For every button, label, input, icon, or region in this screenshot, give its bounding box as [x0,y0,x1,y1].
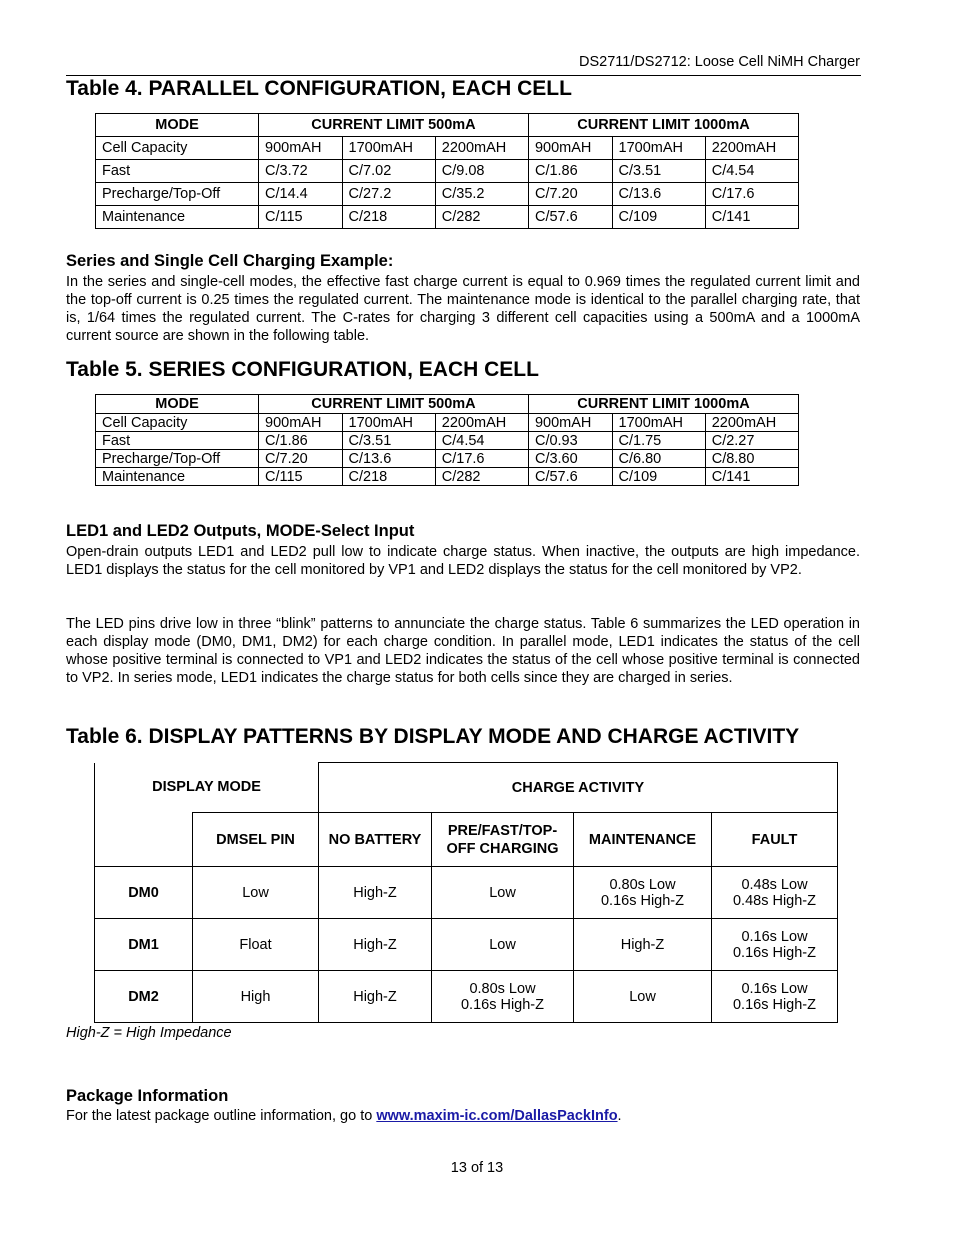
table-cell: 2200mAH [435,137,528,160]
blank-corner-cell [95,813,193,867]
package-info-lead: For the latest package outline information, go to [66,1108,377,1124]
table-cell: C/13.6 [342,450,435,468]
table-row [96,183,799,206]
cell-line: 0.16s High-Z [460,996,544,1013]
package-info-link[interactable]: www.maxim-ic.com/DallasPackInfo [376,1108,618,1124]
fault-header: FAULT [712,813,838,867]
table-cell: C/27.2 [342,183,435,206]
led-para-1: Open-drain outputs LED1 and LED2 pull low to indicate charge status. When inactive, the outputs are high impedance. LED1 displays the status for the cell monitored by VP1 and LED2 displays the status for the cell monitored by VP2. [66,544,860,578]
cell-fault [712,867,838,919]
table-cell: C/109 [612,468,705,486]
charging-header: PRE/FAST/TOP-OFF CHARGING [432,813,574,867]
cell-fault [712,971,838,1023]
table5 [95,394,799,486]
cell-fault [712,919,838,971]
page-number: 13 of 13 [450,1160,504,1176]
table-cell: C/9.08 [435,160,528,183]
table-row [96,160,799,183]
table-row [95,867,838,919]
table-cell: 1700mAH [612,414,705,432]
table-cell: C/4.54 [435,432,528,450]
page-header: DS2711/DS2712: Loose Cell NiMH Charger [578,54,860,70]
table-cell: C/8.80 [705,450,798,468]
column-header: MODE [96,395,259,414]
table-cell: C/3.72 [259,160,343,183]
table-cell: C/1.75 [612,432,705,450]
table-cell: C/115 [259,468,343,486]
table-cell: C/109 [612,206,705,229]
cell-line: Low [629,988,656,1005]
table-cell: C/4.54 [705,160,798,183]
cell-charging [432,919,574,971]
table-cell: C/282 [435,468,528,486]
table-cell: C/115 [259,206,343,229]
cell-line: 0.16s High-Z [732,996,816,1013]
series-example-heading: Series and Single Cell Charging Example: [66,252,394,270]
column-header: CURRENT LIMIT 500mA [259,395,529,414]
cell-line: 0.48s Low [741,876,808,893]
cell-line: 0.80s Low [609,876,676,893]
table-cell: C/17.6 [705,183,798,206]
table-cell: C/17.6 [435,450,528,468]
display-mode-header: DISPLAY MODE [95,763,319,813]
table-row [96,468,799,486]
table-cell: 2200mAH [705,414,798,432]
table-cell: C/35.2 [435,183,528,206]
led-section-heading: LED1 and LED2 Outputs, MODE-Select Input [66,522,415,540]
table-cell: Fast [96,160,259,183]
table-row [96,450,799,468]
table-cell: C/57.6 [528,206,612,229]
table-cell: Cell Capacity [96,137,259,160]
cell-line: 0.16s High-Z [600,892,684,909]
table-cell: 2200mAH [435,414,528,432]
table-cell: C/2.27 [705,432,798,450]
table-cell: 900mAH [528,137,612,160]
column-header: CURRENT LIMIT 1000mA [528,114,798,137]
table-cell: Cell Capacity [96,414,259,432]
table6 [94,762,838,1023]
table-cell: C/3.60 [528,450,612,468]
column-header: CURRENT LIMIT 500mA [259,114,529,137]
table-cell: Fast [96,432,259,450]
table-row [96,206,799,229]
table-cell: C/57.6 [528,468,612,486]
table-cell: C/14.4 [259,183,343,206]
cell-maintenance [574,867,712,919]
column-header: CURRENT LIMIT 1000mA [528,395,798,414]
cell-charging [432,971,574,1023]
table-row [96,137,799,160]
table-cell: 900mAH [259,137,343,160]
table-cell: C/6.80 [612,450,705,468]
table-cell: C/13.6 [612,183,705,206]
package-info-tail: . [617,1108,622,1124]
cell-dmsel: Float [193,919,319,971]
header-row [96,395,799,414]
cell-mode: DM1 [95,919,193,971]
cell-line: 0.16s High-Z [732,944,816,961]
table-cell: 2200mAH [705,137,798,160]
package-info-heading: Package Information [66,1087,229,1105]
package-info-text [66,1107,860,1125]
table-cell: C/218 [342,206,435,229]
cell-line: 0.48s High-Z [732,892,816,909]
cell-maintenance [574,919,712,971]
table-cell: Precharge/Top-Off [96,183,259,206]
table-row [96,414,799,432]
charge-activity-header: CHARGE ACTIVITY [319,763,838,813]
cell-line: Low [489,936,516,953]
series-example-text: In the series and single-cell modes, the effective fast charge current is equal to 0.969 times the regulated current limit and the top-off current is 0.25 times the regulated current. The maintenance mode is identical to the parallel charging rate, that is, 1/64 times the regulated current. The C-rates for charging 3 different cell capacities using a 500mA and a 1000mA current source are shown in the following table. [66,274,860,344]
table-cell: C/1.86 [528,160,612,183]
table6-title: Table 6. DISPLAY PATTERNS BY DISPLAY MODE AND CHARGE ACTIVITY [66,725,800,748]
table-cell: C/141 [705,468,798,486]
table-cell: 1700mAH [342,137,435,160]
table-cell: C/7.20 [259,450,343,468]
cell-line: 0.16s Low [741,928,808,945]
table-cell: Maintenance [96,206,259,229]
table4 [95,113,799,229]
table4-title: Table 4. PARALLEL CONFIGURATION, EACH CELL [66,77,572,100]
table-cell: 1700mAH [342,414,435,432]
cell-no-battery: High-Z [319,971,432,1023]
maintenance-header: MAINTENANCE [574,813,712,867]
table-cell: C/7.20 [528,183,612,206]
table-cell: C/3.51 [342,432,435,450]
table-cell: Maintenance [96,468,259,486]
table-cell: Precharge/Top-Off [96,450,259,468]
table-cell: C/218 [342,468,435,486]
table-cell: C/0.93 [528,432,612,450]
led-para-2: The LED pins drive low in three “blink” patterns to annunciate the charge status. Table 6 summarizes the LED operation in each display mode (DM0, DM1, DM2) for each charge condition. In parallel mode, LED1 indicates the status of the cell whose positive terminal is connected to VP1 and LED2 indicates the status of the cell whose positive terminal is connected to VP2. In series mode, LED1 indicates the charge status for both cells since they are charged in series. [66,616,860,686]
table-row [95,971,838,1023]
table-cell: C/7.02 [342,160,435,183]
table-row [96,432,799,450]
no-battery-header: NO BATTERY [319,813,432,867]
cell-dmsel: Low [193,867,319,919]
cell-mode: DM0 [95,867,193,919]
cell-maintenance [574,971,712,1023]
table-cell: 900mAH [259,414,343,432]
cell-no-battery: High-Z [319,867,432,919]
cell-mode: DM2 [95,971,193,1023]
cell-charging [432,867,574,919]
table-row [95,919,838,971]
cell-line: Low [489,884,516,901]
table-cell: C/282 [435,206,528,229]
column-header: MODE [96,114,259,137]
table-cell: C/1.86 [259,432,343,450]
header-divider [66,75,861,76]
cell-no-battery: High-Z [319,919,432,971]
cell-line: High-Z [620,936,665,953]
table-cell: C/141 [705,206,798,229]
cell-line: 0.16s Low [741,980,808,997]
table5-title: Table 5. SERIES CONFIGURATION, EACH CELL [66,358,539,381]
table-cell: 900mAH [528,414,612,432]
cell-dmsel: High [193,971,319,1023]
high-z-note: High-Z = High Impedance [66,1025,232,1041]
dmsel-pin-header: DMSEL PIN [193,813,319,867]
header-row [96,114,799,137]
table-cell: 1700mAH [612,137,705,160]
cell-line: 0.80s Low [469,980,536,997]
table-cell: C/3.51 [612,160,705,183]
